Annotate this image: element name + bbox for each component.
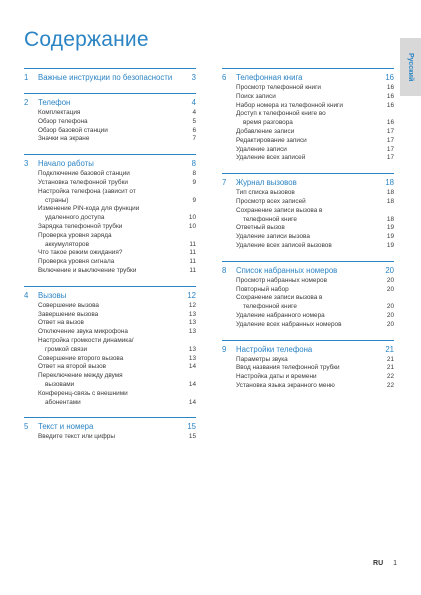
toc-entry[interactable]	[24, 267, 196, 276]
entry-text-block	[236, 294, 380, 312]
entry-title: Просмотр набранных номеров	[236, 276, 327, 284]
section-title: Важные инструкции по безопасности	[38, 73, 173, 82]
entry-page: 20	[386, 285, 394, 293]
toc-entry[interactable]	[222, 286, 394, 295]
toc-entry[interactable]	[24, 223, 196, 232]
entry-text-block	[38, 127, 182, 136]
section-items	[222, 189, 394, 251]
section-page: 18	[385, 178, 394, 188]
entry-title: Добавление записи	[236, 127, 295, 135]
entry-title: Обзор базовой станции	[38, 126, 108, 134]
toc-left-column	[24, 68, 196, 452]
section-number: 2	[24, 98, 29, 107]
section-title: Вызовы	[38, 290, 67, 300]
entry-text-block	[38, 363, 182, 372]
toc-entry[interactable]	[24, 258, 196, 267]
section-page: 21	[385, 344, 394, 354]
toc-entry[interactable]	[222, 294, 394, 312]
toc-entry[interactable]	[24, 170, 196, 179]
entry-page: 6	[192, 126, 196, 134]
section-number: 5	[24, 422, 29, 432]
toc-entry[interactable]	[24, 372, 196, 390]
entry-title: Проверка уровня заряда	[38, 231, 112, 239]
entry-title: Совершение вызова	[38, 301, 99, 309]
entry-title: Отключение звука микрофона	[38, 328, 128, 336]
section-number: 9	[222, 344, 227, 354]
toc-entry[interactable]	[24, 390, 196, 408]
entry-page: 19	[386, 241, 394, 249]
section-items	[24, 109, 196, 144]
entry-page: 16	[386, 101, 394, 109]
entry-title: Тип списка вызовов	[236, 189, 295, 197]
entry-text-block	[38, 258, 182, 267]
section-page: 4	[191, 98, 196, 107]
entry-page: 16	[386, 92, 394, 100]
entry-page: 13	[188, 354, 196, 362]
entry-title-continued: аккумуляторов	[45, 240, 89, 248]
entry-page: 18	[386, 189, 394, 197]
language-tab	[400, 38, 421, 96]
entry-title: Удаление всех записей	[236, 154, 306, 162]
entry-title: Удаление набранного номера	[236, 311, 325, 319]
toc-entry[interactable]	[24, 319, 196, 328]
section-page: 12	[187, 290, 196, 300]
entry-text-block	[236, 224, 380, 233]
entry-page: 16	[386, 119, 394, 127]
entry-page: 11	[189, 240, 196, 248]
entry-page: 21	[386, 364, 394, 372]
toc-entry[interactable]	[222, 189, 394, 198]
entry-title: Редактирование записи	[236, 136, 307, 144]
entry-text-block	[38, 188, 182, 206]
toc-entry[interactable]	[24, 179, 196, 188]
toc-entry[interactable]	[24, 328, 196, 337]
entry-text-block	[236, 84, 380, 93]
entry-title: Удаление всех набранных номеров	[236, 320, 342, 328]
section-heading[interactable]	[222, 345, 394, 355]
entry-page: 17	[386, 145, 394, 153]
entry-text-block	[38, 232, 182, 250]
toc-section	[24, 286, 196, 408]
toc-entry[interactable]	[24, 188, 196, 206]
entry-title: Обзор телефона	[38, 117, 88, 125]
toc-section	[24, 93, 196, 144]
toc-entry[interactable]	[24, 337, 196, 355]
entry-text-block	[38, 118, 182, 127]
entry-title-continued: время разговора	[243, 119, 293, 127]
entry-text-block	[38, 372, 182, 390]
toc-entry[interactable]	[24, 302, 196, 311]
entry-page: 10	[188, 214, 196, 222]
section-number: 4	[24, 290, 29, 300]
entry-title-continued: громкой связи	[45, 345, 88, 353]
entry-page: 22	[386, 373, 394, 381]
section-title: Телефонная книга	[236, 73, 303, 82]
entry-text-block	[236, 364, 380, 373]
entry-text-block	[236, 93, 380, 102]
toc-entry[interactable]	[222, 233, 394, 242]
toc-entry[interactable]	[24, 249, 196, 258]
entry-page: 4	[192, 109, 196, 116]
toc-entry[interactable]	[24, 127, 196, 136]
section-title: Телефон	[38, 98, 71, 107]
entry-text-block	[236, 110, 380, 128]
entry-page: 18	[386, 197, 394, 205]
entry-page: 17	[386, 154, 394, 162]
section-heading[interactable]	[24, 159, 196, 169]
entry-page: 19	[386, 224, 394, 232]
entry-page: 11	[189, 258, 196, 266]
section-title: Список набранных номеров	[236, 265, 338, 275]
entry-text-block	[236, 312, 380, 321]
entry-text-block	[236, 207, 380, 225]
entry-title: Удаление записи	[236, 145, 287, 153]
section-heading[interactable]	[24, 422, 196, 432]
section-page: 20	[385, 265, 394, 275]
entry-text-block	[236, 128, 380, 137]
toc-section	[222, 340, 394, 391]
page-title: Содержание	[24, 28, 149, 51]
entry-text-block	[38, 328, 182, 337]
section-page: 16	[385, 73, 394, 82]
entry-title-continued: вызовами	[45, 380, 75, 388]
entry-page: 18	[386, 215, 394, 223]
section-title: Начало работы	[38, 159, 94, 169]
entry-title: Проверка уровня сигнала	[38, 258, 115, 266]
entry-page: 7	[192, 135, 196, 143]
entry-title: Сохранение записи вызова в	[236, 294, 323, 302]
entry-title: Подключение базовой станции	[38, 170, 130, 178]
entry-title: Параметры звука	[236, 355, 288, 363]
entry-title: Изменение PIN-кода для функции	[38, 205, 140, 213]
page-footer	[373, 560, 397, 567]
entry-page: 20	[386, 311, 394, 319]
entry-page: 20	[386, 303, 394, 311]
toc-entry[interactable]	[24, 311, 196, 320]
toc-section	[222, 261, 394, 330]
entry-title: Ответ на второй вызов	[38, 363, 107, 371]
entry-page: 10	[188, 222, 196, 230]
toc-entry[interactable]	[24, 363, 196, 372]
entry-title-continued: телефонной книге	[243, 303, 297, 311]
entry-title: Ответ на вызов	[38, 319, 84, 327]
toc-entry[interactable]	[24, 135, 196, 144]
section-heading[interactable]	[24, 98, 196, 108]
entry-title: Настройка телефона (зависит от	[38, 187, 136, 195]
entry-text-block	[236, 189, 380, 198]
section-items	[24, 302, 196, 408]
entry-page: 11	[189, 266, 196, 274]
entry-title-continued: страны)	[45, 196, 69, 204]
entry-page: 11	[189, 249, 196, 257]
entry-title-continued: удаленного доступа	[45, 214, 105, 222]
entry-text-block	[236, 277, 380, 286]
language-tab-label: Русский	[407, 52, 414, 82]
entry-page: 14	[188, 380, 196, 388]
section-heading[interactable]	[222, 178, 394, 188]
entry-page: 13	[188, 345, 196, 353]
toc-entry[interactable]	[222, 321, 394, 330]
entry-page: 15	[188, 433, 196, 441]
toc-entry[interactable]	[24, 355, 196, 364]
entry-text-block	[236, 242, 380, 251]
toc-entry[interactable]	[24, 118, 196, 127]
footer-language-code: RU	[373, 560, 384, 567]
entry-text-block	[236, 154, 380, 163]
entry-text-block	[236, 382, 380, 391]
entry-text-block	[38, 311, 182, 320]
entry-page: 19	[386, 233, 394, 241]
toc-entry[interactable]	[222, 198, 394, 207]
section-page: 8	[191, 159, 196, 169]
entry-title-continued: телефонной книге	[243, 215, 297, 223]
toc-entry[interactable]	[24, 205, 196, 223]
section-items	[222, 277, 394, 330]
entry-title: Что такое режим ожидания?	[38, 249, 123, 257]
toc-entry[interactable]	[222, 242, 394, 251]
entry-title: Просмотр телефонной книги	[236, 84, 322, 91]
entry-page: 8	[192, 170, 196, 178]
entry-title-continued: абонентами	[45, 398, 81, 406]
toc-entry[interactable]	[24, 232, 196, 250]
section-title: Текст и номера	[38, 422, 94, 432]
entry-title: Ввод названия телефонной трубки	[236, 364, 340, 372]
entry-text-block	[236, 356, 380, 365]
entry-page: 22	[386, 381, 394, 389]
entry-title: Переключение между двумя	[38, 372, 123, 380]
entry-page: 16	[386, 84, 394, 91]
entry-page: 9	[192, 178, 196, 186]
toc-entry[interactable]	[222, 373, 394, 382]
entry-title: Зарядка телефонной трубки	[38, 222, 123, 230]
entry-text-block	[38, 170, 182, 179]
toc-entry[interactable]	[222, 277, 394, 286]
section-title: Журнал вызовов	[236, 178, 297, 188]
entry-text-block	[38, 223, 182, 232]
section-heading[interactable]	[24, 73, 196, 83]
entry-text-block	[38, 433, 182, 442]
entry-title: Включение и выключение трубки	[38, 266, 137, 274]
entry-title: Конференц-связь с внешними	[38, 389, 128, 397]
entry-title: Завершение вызова	[38, 310, 99, 318]
toc-entry[interactable]	[24, 109, 196, 118]
toc-entry[interactable]	[222, 137, 394, 146]
toc-entry[interactable]	[222, 128, 394, 137]
entry-text-block	[38, 179, 182, 188]
section-items	[222, 84, 394, 163]
entry-page: 20	[386, 276, 394, 284]
entry-title: Значки на экране	[38, 135, 90, 143]
entry-text-block	[236, 286, 380, 295]
entry-text-block	[236, 373, 380, 382]
page-number: 1	[393, 560, 397, 567]
section-heading[interactable]	[222, 73, 394, 83]
toc-section	[24, 154, 196, 276]
toc-entry[interactable]	[24, 433, 196, 442]
entry-text-block	[38, 109, 182, 118]
entry-text-block	[236, 198, 380, 207]
section-page: 3	[191, 73, 196, 82]
toc-entry[interactable]	[222, 110, 394, 128]
entry-page: 14	[188, 363, 196, 371]
entry-title: Настройка громкости динамика/	[38, 336, 134, 344]
entry-page: 17	[386, 136, 394, 144]
entry-text-block	[38, 249, 182, 258]
entry-title: Совершение второго вызова	[38, 354, 124, 362]
toc-entry[interactable]	[222, 93, 394, 102]
toc-section	[222, 173, 394, 251]
entry-title: Комплектация	[38, 109, 81, 116]
toc-entry[interactable]	[222, 207, 394, 225]
toc-entry[interactable]	[222, 84, 394, 93]
entry-title: Введите текст или цифры	[38, 433, 115, 441]
entry-page: 5	[192, 117, 196, 125]
entry-page: 13	[188, 310, 196, 318]
toc-entry[interactable]	[222, 154, 394, 163]
section-items	[24, 433, 196, 442]
entry-title: Установка телефонной трубки	[38, 178, 128, 186]
toc-entry[interactable]	[222, 364, 394, 373]
entry-text-block	[38, 135, 182, 144]
entry-page: 14	[188, 398, 196, 406]
section-number: 1	[24, 73, 29, 82]
toc-section	[222, 68, 394, 163]
entry-title: Ответный вызов	[236, 224, 285, 232]
section-number: 3	[24, 159, 29, 169]
entry-text-block	[38, 302, 182, 311]
entry-title: Поиск записи	[236, 92, 276, 100]
entry-page: 17	[386, 127, 394, 135]
entry-text-block	[236, 137, 380, 146]
toc-entry[interactable]	[222, 224, 394, 233]
entry-text-block	[38, 337, 182, 355]
section-title: Настройки телефона	[236, 344, 313, 354]
entry-page: 9	[192, 196, 196, 204]
entry-title: Настройка даты и времени	[236, 373, 317, 381]
entry-page: 13	[188, 328, 196, 336]
section-items	[222, 356, 394, 391]
entry-title: Удаление всех записей вызовов	[236, 241, 332, 249]
entry-title: Повторный набор	[236, 285, 289, 293]
entry-page: 13	[188, 319, 196, 327]
entry-page: 20	[386, 320, 394, 328]
toc-section	[24, 68, 196, 83]
toc-right-column	[222, 68, 394, 401]
entry-text-block	[236, 233, 380, 242]
toc-entry[interactable]	[222, 382, 394, 391]
entry-title: Просмотр всех записей	[236, 197, 306, 205]
section-number: 8	[222, 265, 227, 275]
entry-text-block	[38, 205, 182, 223]
toc-section	[24, 417, 196, 442]
section-number: 7	[222, 178, 227, 188]
section-items	[24, 170, 196, 276]
entry-text-block	[38, 390, 182, 408]
entry-text-block	[236, 321, 380, 330]
entry-title: Сохранение записи вызова в	[236, 206, 323, 214]
section-heading[interactable]	[222, 266, 394, 276]
entry-title: Набор номера из телефонной книги	[236, 101, 343, 109]
section-page: 15	[187, 422, 196, 432]
entry-page: 21	[386, 355, 394, 363]
toc-entry[interactable]	[222, 312, 394, 321]
entry-page: 12	[188, 301, 196, 309]
entry-text-block	[38, 319, 182, 328]
section-number: 6	[222, 73, 227, 82]
entry-title: Удаление записи вызова	[236, 233, 310, 241]
section-heading[interactable]	[24, 291, 196, 301]
entry-title: Доступ к телефонной книге во	[236, 110, 326, 118]
entry-title: Установка языка экранного меню	[236, 381, 335, 389]
toc-entry[interactable]	[222, 356, 394, 365]
entry-text-block	[38, 267, 182, 276]
entry-text-block	[38, 355, 182, 364]
